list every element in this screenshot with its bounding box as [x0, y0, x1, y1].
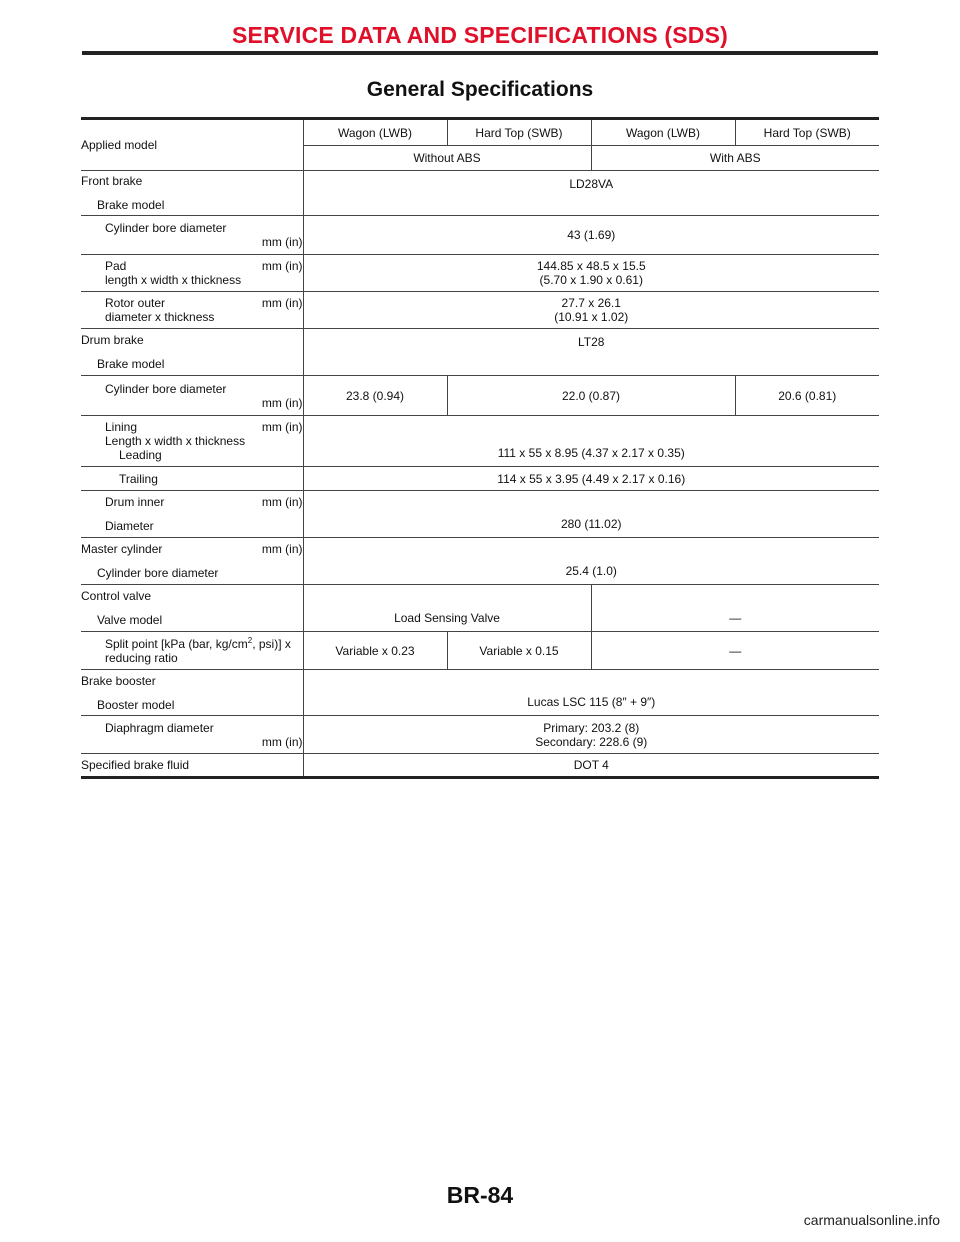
pad-value-line: 144.85 x 48.5 x 15.5 [536, 259, 646, 273]
master-cylinder-unit: mm (in) [261, 542, 303, 556]
leading-label: Leading [119, 448, 162, 462]
drum-bore-value: 22.0 (0.87) [447, 376, 735, 416]
split-point-sub: reducing ratio [105, 651, 178, 665]
drum-brake-heading: Drum brake [81, 333, 144, 347]
model-cell: Hard Top (SWB) [447, 119, 591, 146]
split-point-value: — [591, 632, 879, 670]
pad-text: Pad [105, 259, 127, 273]
drum-brake-model-value: LT28 [303, 329, 879, 376]
brake-fluid-label: Specified brake fluid [81, 754, 303, 778]
abs-group-cell: Without ABS [303, 146, 591, 171]
rotor-value-line: 27.7 x 26.1 [561, 296, 621, 310]
header-divider [82, 51, 878, 55]
abs-group-cell: With ABS [591, 146, 879, 171]
trailing-label: Trailing [81, 467, 303, 491]
split-point-label [81, 632, 303, 670]
model-cell: Hard Top (SWB) [735, 119, 879, 146]
brake-fluid-value: DOT 4 [303, 754, 879, 778]
table-row [81, 491, 879, 538]
table-row [81, 376, 879, 416]
drum-inner-unit: mm (in) [261, 495, 303, 509]
brake-booster-heading: Brake booster [81, 673, 156, 688]
diaphragm-secondary: Secondary: 228.6 (9) [535, 734, 648, 749]
lining-unit: mm (in) [261, 420, 303, 434]
diameter-label: Diameter [105, 519, 154, 533]
table-row [81, 538, 879, 585]
diameter-value: 280 (11.02) [303, 491, 879, 538]
control-valve-heading: Control valve [81, 589, 152, 603]
diaphragm-value [303, 716, 879, 754]
watermark: carmanualsonline.info [803, 1212, 940, 1228]
diaphragm-unit: mm (in) [261, 734, 303, 749]
drum-brake-label [81, 329, 303, 376]
lining-text: Lining [105, 420, 138, 434]
master-cylinder-text: Master cylinder [81, 542, 163, 556]
table-row [81, 716, 879, 754]
pad-label [81, 255, 303, 292]
front-brake-model-value: LD28VA [303, 171, 879, 216]
front-brake-heading: Front brake [81, 174, 143, 188]
lining-sub: Length x width x thickness [105, 434, 246, 448]
pad-sub: length x width x thickness [105, 273, 242, 287]
pad-value [303, 255, 879, 292]
valve-model-value: — [591, 585, 879, 632]
diaphragm-label [81, 716, 303, 754]
drum-inner-text: Drum inner [105, 495, 165, 509]
drum-bore-value: 23.8 (0.94) [303, 376, 447, 416]
model-cell: Wagon (LWB) [303, 119, 447, 146]
split-point-value: Variable x 0.23 [303, 632, 447, 670]
brake-booster-label [81, 670, 303, 716]
table-row [81, 467, 879, 491]
table-row [81, 670, 879, 716]
drum-bore-unit: mm (in) [261, 395, 303, 410]
booster-model-label: Booster model [97, 697, 175, 712]
front-bore-value: 43 (1.69) [303, 216, 879, 255]
drum-bore-value: 20.6 (0.81) [735, 376, 879, 416]
front-bore-text: Cylinder bore diameter [105, 221, 227, 235]
header-title: SERVICE DATA AND SPECIFICATIONS (SDS) [232, 22, 728, 48]
rotor-value [303, 292, 879, 329]
table-row [81, 416, 879, 467]
master-bore-label: Cylinder bore diameter [97, 566, 219, 580]
leading-value: 111 x 55 x 8.95 (4.37 x 2.17 x 0.35) [303, 416, 879, 467]
front-bore-unit: mm (in) [261, 235, 303, 249]
drum-model-label: Brake model [97, 357, 165, 371]
diaphragm-primary: Primary: 203.2 (8) [543, 720, 640, 735]
master-cylinder-label [81, 538, 303, 585]
pad-value-line: (5.70 x 1.90 x 0.61) [539, 273, 643, 287]
table-row [81, 216, 879, 255]
table-row [81, 329, 879, 376]
table-row [81, 171, 879, 216]
booster-model-value: Lucas LSC 115 (8″ + 9″) [303, 670, 879, 716]
rotor-unit: mm (in) [261, 296, 303, 310]
lining-label [81, 416, 303, 467]
page-number: BR-84 [446, 1182, 514, 1208]
table-row [81, 585, 879, 632]
rotor-sub: diameter x thickness [105, 310, 215, 324]
model-cell: Wagon (LWB) [591, 119, 735, 146]
page-title: General Specifications [366, 78, 594, 101]
split-point-text: Split point [kPa (bar, $kg/cm^2$, psi)] x [105, 636, 291, 651]
brake-model-label: Brake model [97, 198, 165, 212]
diaphragm-text: Diaphragm diameter [105, 720, 214, 735]
valve-model-value: Load Sensing Valve [303, 585, 591, 632]
rotor-label [81, 292, 303, 329]
rotor-value-line: (10.91 x 1.02) [554, 310, 629, 324]
table-row [81, 255, 879, 292]
control-valve-label [81, 585, 303, 632]
drum-bore-text: Cylinder bore diameter [105, 381, 227, 396]
split-point-value: Variable x 0.15 [447, 632, 591, 670]
drum-bore-label [81, 376, 303, 416]
front-bore-label [81, 216, 303, 255]
master-bore-value: 25.4 (1.0) [303, 538, 879, 585]
front-brake-label [81, 171, 303, 216]
spec-table [81, 117, 879, 779]
applied-model-label: Applied model [81, 119, 303, 171]
valve-model-label: Valve model [97, 613, 163, 627]
drum-inner-label [81, 491, 303, 538]
table-row [81, 292, 879, 329]
table-row [81, 632, 879, 670]
table-row [81, 119, 879, 146]
table-row [81, 754, 879, 778]
pad-unit: mm (in) [261, 259, 303, 273]
trailing-value: 114 x 55 x 3.95 (4.49 x 2.17 x 0.16) [303, 467, 879, 491]
rotor-text: Rotor outer [105, 296, 166, 310]
